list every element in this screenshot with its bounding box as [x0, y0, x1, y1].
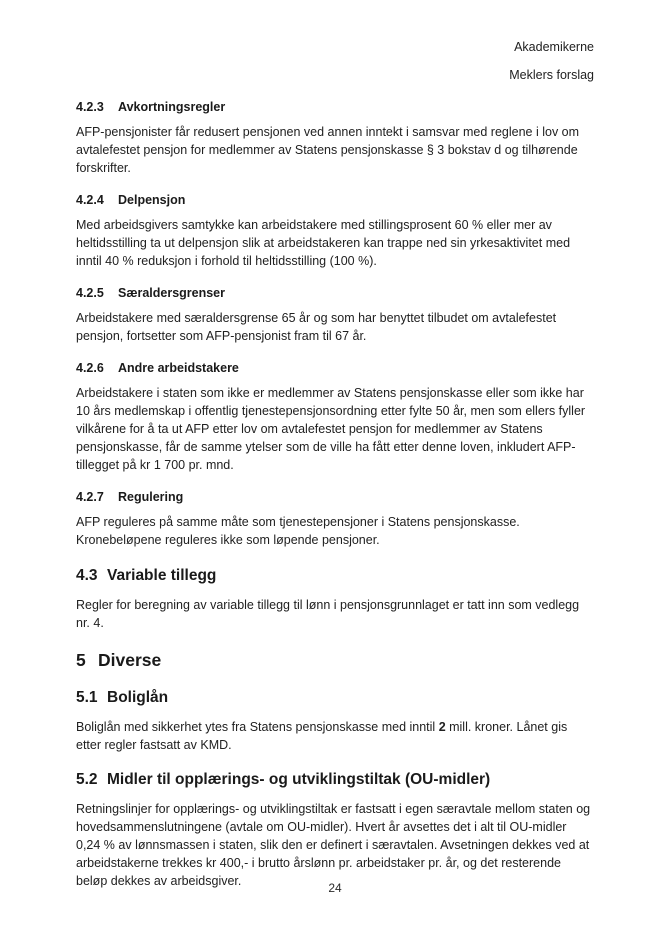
section-4-2-5: [76, 284, 594, 345]
section-heading: [76, 191, 594, 209]
section-number: 4.2.5: [76, 286, 104, 300]
section-heading: [76, 284, 594, 302]
paragraph-text-after: mill. kroner. Lånet gis etter regler fastsatt av KMD.: [76, 720, 568, 752]
section-number: 4.2.3: [76, 100, 104, 114]
section-title: Delpensjon: [118, 193, 186, 207]
section-paragraph: [76, 718, 594, 754]
section-heading: [76, 770, 594, 790]
section-number: 4.2.7: [76, 490, 104, 504]
section-4-2-7: [76, 488, 594, 549]
chapter-heading: [76, 649, 594, 671]
section-title: Midler til opplærings- og utviklingstiltak (OU-midler): [107, 771, 491, 788]
section-title: Avkortningsregler: [118, 100, 226, 114]
section-heading: [76, 98, 594, 116]
page-footer: [0, 879, 670, 897]
section-heading: [76, 359, 594, 377]
section-5: [76, 649, 594, 671]
section-5-1: [76, 688, 594, 754]
section-title: Variable tillegg: [107, 567, 217, 584]
section-paragraph: Regler for beregning av variable tillegg til lønn i pensjonsgrunnlaget er tatt inn som vedlegg nr. 4.: [76, 598, 580, 630]
section-number: 5: [76, 650, 86, 670]
section-paragraph: AFP reguleres på samme måte som tjenestepensjoner i Statens pensjonskasse. Kronebeløpene reguleres ikke som løpende pensjoner.: [76, 515, 520, 547]
section-paragraph: Med arbeidsgivers samtykke kan arbeidstakere med stillingsprosent 60 % eller mer av heltidsstilling ta ut delpensjon slik at arbeidstakeren kan trappe ned sin yrkesaktivitet med inntil 40 % reduksjon i forhold til heltidsstilling (100 %).: [76, 218, 571, 268]
section-4-2-3: [76, 98, 594, 177]
header-document-note: Meklers forslag: [509, 68, 594, 82]
section-4-2-4: [76, 191, 594, 270]
section-number: 5.1: [76, 689, 98, 706]
header-organization: Akademikerne: [514, 40, 594, 54]
paragraph-text-before: Boliglån med sikkerhet ytes fra Statens pensjonskasse med inntil: [76, 720, 439, 734]
section-heading: [76, 688, 594, 708]
section-number: 5.2: [76, 771, 98, 788]
section-paragraph: Retningslinjer for opplærings- og utviklingstiltak er fastsatt i egen særavtale mellom staten og hovedsammenslutningene (avtale om OU-midler). Hvert år avsettes det i alt til OU-midler 0,24 % av lønnsmassen i staten, slik den er definert i særavtalen. Avsetningen dekkes ved at arbeidstakerne trekkes kr 400,- i brutto årslønn pr. arbeidstaker pr. år, og det resterende beløp dekkes av arbeidsgiver.: [76, 802, 591, 888]
section-heading: [76, 566, 594, 586]
section-4-2-6: [76, 359, 594, 474]
section-title: Regulering: [118, 490, 184, 504]
section-number: 4.3: [76, 567, 98, 584]
section-paragraph: Arbeidstakere i staten som ikke er medlemmer av Statens pensjonskasse eller som ikke har 10 års medlemskap i offentlig tjenestepensjonsordning etter fylte 50 år, men som ellers fyller vilkårene for å ta ut AFP etter lov om avtalefestet pensjon for medlemmer av Statens pensjonskasse, får de samme ytelser som de ville ha fått etter denne loven, inkludert AFP-tillegget på kr 1 700 pr. mnd.: [76, 386, 586, 472]
section-5-2: [76, 770, 594, 890]
amount-emphasis: 2: [438, 720, 446, 734]
section-paragraph: Arbeidstakere med særaldersgrense 65 år og som har benyttet tilbudet om avtalefestet pensjon, fortsetter som AFP-pensjonist fram til 67 år.: [76, 311, 557, 343]
page-number: 24: [328, 881, 342, 895]
section-title: Andre arbeidstakere: [118, 361, 239, 375]
section-heading: [76, 488, 594, 506]
section-paragraph: AFP-pensjonister får redusert pensjonen ved annen inntekt i samsvar med reglene i lov om avtalefestet pensjon for medlemmer av Statens pensjonskasse § 3 bokstav d og tilhørende forskrifter.: [76, 125, 580, 175]
section-title: Diverse: [98, 650, 162, 670]
page-header: [76, 38, 594, 84]
section-4-3: [76, 566, 594, 632]
section-number: 4.2.4: [76, 193, 104, 207]
section-number: 4.2.6: [76, 361, 104, 375]
section-title: Boliglån: [107, 689, 169, 706]
section-title: Særaldersgrenser: [118, 286, 226, 300]
